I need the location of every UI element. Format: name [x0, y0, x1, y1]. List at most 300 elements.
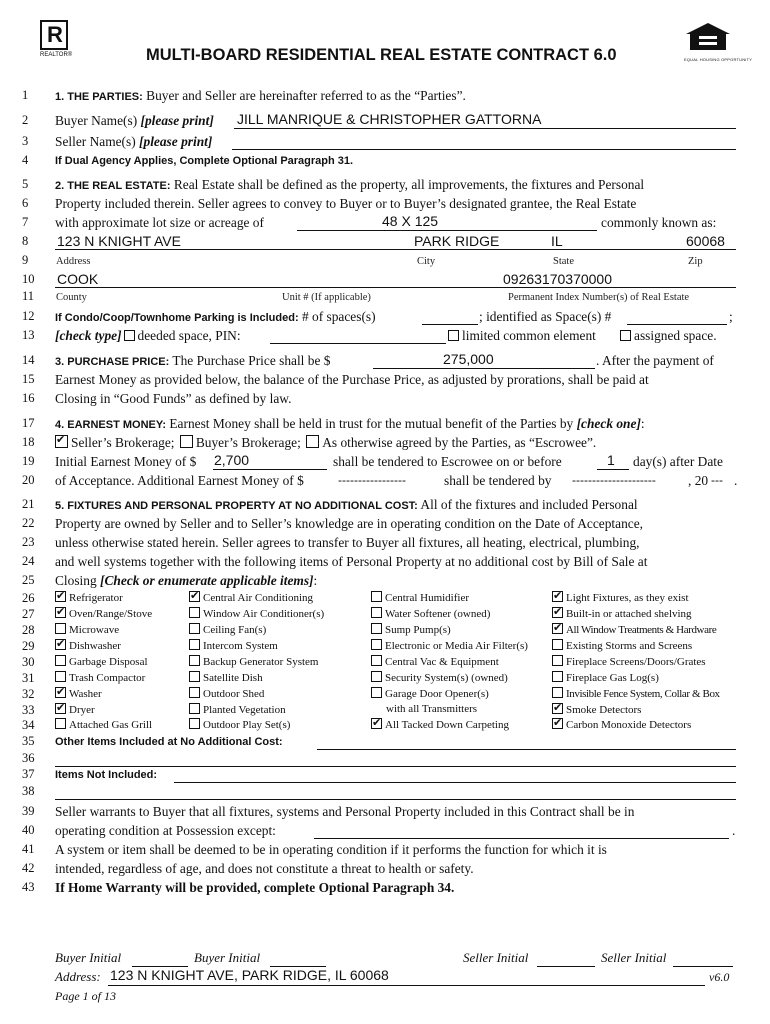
checklist-label: with all Transmitters — [386, 703, 478, 715]
seller-initial-2-label: Seller Initial — [601, 950, 667, 965]
check-enumerate-label: [Check or enumerate applicable items] — [100, 573, 314, 588]
line-number: 3 — [22, 134, 29, 148]
other-items-field[interactable] — [317, 735, 736, 750]
checklist-item — [552, 671, 659, 684]
purchase-price-field[interactable] — [373, 351, 595, 369]
line-number: 22 — [22, 516, 35, 530]
checklist-checkbox[interactable] — [552, 671, 563, 682]
checklist-checkbox[interactable] — [55, 687, 66, 698]
checklist-item — [55, 639, 121, 652]
section-5-heading: 5. FIXTURES AND PERSONAL PROPERTY AT NO ADDITIONAL COST: — [55, 500, 418, 512]
line-number: 16 — [22, 391, 35, 405]
checklist-label: Ceiling Fan(s) — [203, 624, 267, 636]
line-9 — [0, 252, 770, 270]
line-number: 38 — [22, 784, 35, 798]
checklist-label: Central Humidifier — [385, 592, 470, 604]
other-items-field-2[interactable] — [55, 752, 736, 767]
line-2 — [0, 112, 770, 130]
checklist-checkbox[interactable] — [189, 655, 200, 666]
checklist-label: Microwave — [69, 624, 120, 636]
checklist-item — [552, 655, 706, 668]
days-after-label: day(s) after Date — [633, 454, 723, 469]
section-2-text-1: Real Estate shall be defined as the property, all improvements, the fixtures and Personal — [170, 177, 645, 192]
county-field[interactable] — [55, 273, 736, 288]
line-number: 14 — [22, 353, 35, 367]
line-20 — [0, 472, 770, 490]
checklist-item — [371, 607, 490, 620]
line-number: 7 — [22, 215, 29, 229]
possession-except-field[interactable] — [314, 824, 729, 839]
purchase-price-label: The Purchase Price shall be $ — [169, 353, 331, 368]
checklist-checkbox[interactable] — [552, 607, 563, 618]
line-number: 10 — [22, 272, 35, 286]
checklist-label: Central Vac & Equipment — [385, 656, 499, 668]
checklist-label: Fireplace Screens/Doors/Grates — [566, 656, 706, 668]
line-number: 43 — [22, 880, 35, 894]
line-number: 36 — [22, 751, 35, 765]
section-4-text-1: Earnest Money shall be held in trust for the mutual benefit of the Parties by — [166, 416, 577, 431]
deeded-pin-field[interactable] — [270, 329, 446, 344]
year-prefix: , 20 — [688, 473, 709, 488]
line-37 — [0, 766, 770, 784]
line-number: 39 — [22, 804, 35, 818]
line-number: 24 — [22, 554, 35, 568]
buyer-name-label: Buyer Name(s) — [55, 113, 141, 128]
section-5-text-1: All of the fixtures and included Personal — [417, 497, 638, 512]
parking-space-number-field[interactable] — [627, 310, 727, 325]
line-number: 42 — [22, 861, 35, 875]
line-42 — [0, 860, 770, 878]
purchase-price-value: 275,000 — [443, 351, 494, 367]
line-5 — [0, 176, 770, 194]
checklist-label: Garage Door Opener(s) — [385, 688, 489, 700]
system-text-1: A system or item shall be deemed to be in operating condition if it performs the function for which it is — [55, 842, 607, 857]
checklist-checkbox[interactable] — [189, 623, 200, 634]
items-not-included-field[interactable] — [174, 768, 736, 783]
checklist-item — [55, 623, 119, 636]
section-1-text: Buyer and Seller are hereinafter referred to as the “Parties”. — [142, 88, 466, 103]
checklist-label: Outdoor Shed — [203, 688, 265, 700]
line-number: 2 — [22, 113, 29, 127]
line-18 — [0, 434, 770, 452]
county-caption: County — [56, 292, 87, 303]
checklist-checkbox[interactable] — [371, 607, 382, 618]
checklist-label: Existing Storms and Screens — [566, 640, 693, 652]
buyer-initial-1-field[interactable] — [132, 952, 188, 967]
buyer-name-value: JILL MANRIQUE & CHRISTOPHER GATTORNA — [237, 111, 542, 127]
lot-size-value: 48 X 125 — [382, 213, 439, 229]
system-text-2: intended, regardless of age, and does not constitute a threat to health or safety. — [55, 861, 474, 876]
line-number: 13 — [22, 328, 35, 342]
checklist-checkbox[interactable] — [189, 639, 200, 650]
equal-housing-text: EQUAL HOUSING OPPORTUNITY — [684, 57, 753, 62]
checklist-item — [189, 687, 264, 700]
line-3 — [0, 133, 770, 151]
checklist-label: Smoke Detectors — [566, 704, 642, 716]
assigned-space-label: assigned space. — [634, 328, 717, 343]
document-title: MULTI-BOARD RESIDENTIAL REAL ESTATE CONTRACT 6.0 — [146, 46, 617, 64]
footer-address-field[interactable] — [108, 967, 705, 986]
footer-address — [55, 969, 101, 985]
city-caption: City — [417, 256, 436, 267]
line-39 — [0, 803, 770, 821]
checklist-checkbox[interactable] — [552, 703, 563, 714]
days-field[interactable] — [597, 452, 629, 470]
checklist-label: Built-in or attached shelving — [566, 608, 692, 620]
line-22 — [0, 515, 770, 533]
items-not-included-field-2[interactable] — [55, 785, 736, 800]
line-7 — [0, 214, 770, 232]
footer-address-value: 123 N KNIGHT AVE, PARK RIDGE, IL 60068 — [110, 967, 389, 983]
section-3-text-2: Earnest Money as provided below, the balance of the Purchase Price, as adjusted by prorations, shall be paid at — [55, 372, 649, 387]
realtor-logo-letter: R — [47, 22, 63, 47]
checklist-item — [371, 687, 489, 700]
line-number: 11 — [22, 289, 35, 303]
deeded-space-checkbox[interactable] — [124, 330, 135, 341]
line-6 — [0, 195, 770, 213]
county-value: COOK — [57, 271, 99, 287]
checklist-item — [189, 671, 263, 684]
checklist-item — [371, 623, 451, 636]
checklist-checkbox[interactable] — [552, 623, 563, 634]
checklist-checkbox[interactable] — [371, 671, 382, 682]
zip-caption: Zip — [688, 256, 703, 267]
checklist-checkbox[interactable] — [552, 591, 563, 602]
checklist-checkbox[interactable] — [55, 623, 66, 634]
possession-except-label: operating condition at Possession except: — [55, 823, 276, 838]
possession-period: . — [732, 823, 736, 838]
deeded-space-label: deeded space, PIN: — [137, 328, 241, 343]
checklist-checkbox[interactable] — [189, 607, 200, 618]
line-number: 12 — [22, 309, 35, 323]
checklist-item — [552, 591, 689, 604]
line-number: 40 — [22, 823, 35, 837]
checklist-checkbox[interactable] — [371, 639, 382, 650]
items-not-included-label: Items Not Included: — [55, 769, 158, 781]
checklist-checkbox[interactable] — [55, 607, 66, 618]
checklist-label: Trash Compactor — [69, 672, 146, 684]
equal-housing-icon — [684, 22, 732, 52]
version-label: v6.0 — [709, 970, 730, 984]
section-3-heading: 3. PURCHASE PRICE: — [55, 356, 170, 368]
line-number: 8 — [22, 234, 29, 248]
section-5-text-3: unless otherwise stated herein. Seller agrees to transfer to Buyer all fixtures, all heating, electrical, plumbing, — [55, 535, 640, 550]
days-value: 1 — [607, 452, 615, 468]
buyer-initial-2-field[interactable] — [270, 952, 326, 967]
section-3-text-3: Closing in “Good Funds” as defined by law. — [55, 391, 292, 406]
check-type-label: [check type] — [55, 328, 122, 343]
lot-size-field[interactable] — [297, 213, 597, 231]
line-number: 32 — [22, 687, 35, 701]
seller-initial-2-field[interactable] — [673, 952, 733, 967]
checklist-item — [552, 703, 641, 716]
equal-housing-logo — [684, 22, 753, 62]
checklist-label: Invisible Fence System, Collar & Box — [566, 688, 720, 700]
buyer-initial-1 — [55, 950, 121, 966]
year-value[interactable]: --- — [711, 473, 723, 487]
checklist-item — [189, 718, 290, 731]
checklist-label: Refrigerator — [69, 592, 123, 604]
line-10 — [0, 271, 770, 289]
other-items-label: Other Items Included at No Additional Cost: — [55, 736, 283, 748]
line-number: 26 — [22, 591, 35, 605]
year-period: . — [734, 473, 738, 488]
assigned-space-checkbox[interactable] — [620, 330, 631, 341]
checklist-item — [371, 703, 477, 715]
limited-common-label: limited common element — [462, 328, 596, 343]
checklist-checkbox[interactable] — [371, 687, 382, 698]
page-number: Page 1 of 13 — [55, 989, 116, 1003]
line-number: 20 — [22, 473, 35, 487]
checklist-checkbox[interactable] — [552, 718, 563, 729]
parking-heading: If Condo/Coop/Townhome Parking is Included: — [55, 312, 299, 324]
line-number: 25 — [22, 573, 35, 587]
parking-spaces-field[interactable] — [422, 310, 478, 325]
line-number: 15 — [22, 372, 35, 386]
checklist-item — [189, 703, 286, 716]
seller-initial-1-field[interactable] — [537, 952, 595, 967]
sellers-brokerage-checkbox[interactable] — [55, 435, 68, 448]
line-8 — [0, 233, 770, 251]
initial-earnest-field[interactable] — [213, 452, 327, 470]
unit-caption: Unit # (If applicable) — [282, 292, 371, 303]
checklist-item — [552, 639, 692, 652]
checklist-item — [55, 655, 148, 668]
checklist-item — [189, 607, 324, 620]
checklist-checkbox[interactable] — [189, 671, 200, 682]
address-value: 123 N KNIGHT AVE — [57, 233, 181, 249]
line-40 — [0, 822, 770, 840]
line-number: 35 — [22, 734, 35, 748]
checklist-label: Backup Generator System — [203, 656, 319, 668]
checklist-checkbox[interactable] — [55, 703, 66, 714]
checklist-label: Central Air Conditioning — [203, 592, 313, 604]
otherwise-agreed-label: As otherwise agreed by the Parties, as “Escrowee”. — [322, 435, 597, 450]
checklist-checkbox[interactable] — [371, 718, 382, 729]
checklist-checkbox[interactable] — [189, 703, 200, 714]
purchase-price-after: . After the payment of — [596, 353, 714, 368]
line-number: 34 — [22, 718, 35, 732]
checklist-item — [552, 607, 692, 620]
parking-semicolon: ; — [729, 309, 733, 324]
initial-earnest-label: Initial Earnest Money of $ — [55, 454, 197, 469]
parking-spaces-label: # of spaces(s) — [298, 309, 376, 324]
checklist-checkbox[interactable] — [55, 591, 66, 602]
buyer-initial-2-label: Buyer Initial — [194, 950, 261, 965]
checklist-checkbox[interactable] — [371, 623, 382, 634]
section-5-text-4: and well systems together with the following items of Personal Property at no additional cost by Bill of Sale at — [55, 554, 648, 569]
line-15 — [0, 371, 770, 389]
section-5-text-2: Property are owned by Seller and to Seller’s knowledge are in operating condition on the Date of Acceptance, — [55, 516, 644, 531]
checklist-item — [371, 671, 508, 684]
checklist-item — [371, 639, 528, 652]
checklist-item — [189, 639, 278, 652]
realtor-logo — [40, 20, 73, 62]
checklist-label: All Tacked Down Carpeting — [385, 719, 509, 731]
checklist-label: Outdoor Play Set(s) — [203, 719, 291, 731]
line-number: 33 — [22, 703, 35, 717]
footer-address-label: Address: — [55, 969, 101, 984]
line-4 — [0, 152, 770, 170]
checklist-label: Satellite Dish — [203, 672, 263, 684]
line-23 — [0, 534, 770, 552]
checklist-label: Intercom System — [203, 640, 278, 652]
dual-agency-note: If Dual Agency Applies, Complete Optional Paragraph 31. — [55, 155, 354, 167]
seller-name-field[interactable] — [232, 135, 736, 150]
buyer-initial-1-label: Buyer Initial — [55, 950, 122, 965]
line-14 — [0, 352, 770, 370]
line-38 — [0, 783, 770, 801]
tender-date-value[interactable]: --------------------- — [572, 473, 656, 487]
state-value: IL — [551, 233, 563, 249]
line-number: 5 — [22, 177, 29, 191]
line-35 — [0, 733, 770, 751]
checklist-item — [552, 623, 716, 636]
zip-value: 60068 — [686, 233, 725, 249]
line-number: 29 — [22, 639, 35, 653]
buyer-name-field[interactable] — [234, 111, 736, 129]
line-number: 9 — [22, 253, 29, 267]
checklist-label: Dishwasher — [69, 640, 121, 652]
parking-identified-label: ; identified as Space(s) # — [479, 309, 612, 324]
line-13 — [0, 327, 770, 345]
line-24 — [0, 553, 770, 571]
buyers-brokerage-label: Buyer’s Brokerage; — [195, 435, 301, 450]
line-43 — [0, 879, 770, 897]
line-1 — [0, 87, 770, 105]
checklist-label: Window Air Conditioner(s) — [203, 608, 325, 620]
pin-caption: Permanent Index Number(s) of Real Estate — [508, 292, 690, 303]
checklist-checkbox[interactable] — [552, 639, 563, 650]
checklist-label: Light Fixtures, as they exist — [566, 592, 689, 604]
commonly-known-label: commonly known as: — [601, 215, 717, 230]
checklist-checkbox[interactable] — [371, 591, 382, 602]
checklist-label: Carbon Monoxide Detectors — [566, 719, 692, 731]
check-one-colon: : — [640, 416, 645, 431]
line-12 — [0, 308, 770, 326]
checklist-checkbox[interactable] — [55, 671, 66, 682]
checklist-label: Water Softener (owned) — [385, 608, 491, 620]
checklist-item — [371, 718, 509, 731]
seller-name-label: Seller Name(s) — [55, 134, 140, 149]
line-17 — [0, 415, 770, 433]
seller-please-print: [please print] — [139, 134, 213, 149]
buyers-brokerage-checkbox[interactable] — [180, 435, 193, 448]
warranty-text-1: Seller warrants to Buyer that all fixtures, systems and Personal Property included in this Contract shall be in — [55, 804, 635, 819]
line-number: 37 — [22, 767, 35, 781]
checklist-label: All Window Treatments & Hardware — [566, 624, 717, 636]
line-number: 6 — [22, 196, 29, 210]
check-one-label: [check one] — [576, 416, 641, 431]
checklist-item — [55, 687, 102, 700]
closing-colon: : — [313, 573, 318, 588]
line-11 — [0, 288, 770, 306]
realtor-logo-text: REALTOR® — [40, 52, 73, 58]
line-16 — [0, 390, 770, 408]
line-21 — [0, 496, 770, 514]
checklist-item — [55, 671, 145, 684]
line-number: 31 — [22, 671, 35, 685]
checklist-item — [552, 718, 691, 731]
state-caption: State — [553, 256, 574, 267]
line-number: 41 — [22, 842, 35, 856]
line-number: 28 — [22, 623, 35, 637]
line-number: 1 — [22, 88, 29, 102]
section-4-heading: 4. EARNEST MONEY: — [55, 419, 167, 431]
line-number: 4 — [22, 153, 29, 167]
otherwise-agreed-checkbox[interactable] — [306, 435, 319, 448]
checklist-label: Dryer — [69, 704, 95, 716]
line-number: 19 — [22, 454, 35, 468]
home-warranty-note: If Home Warranty will be provided, complete Optional Paragraph 34. — [55, 880, 455, 895]
additional-earnest-label: of Acceptance. Additional Earnest Money of $ — [55, 473, 304, 488]
line-number: 17 — [22, 416, 35, 430]
checklist-checkbox[interactable] — [371, 655, 382, 666]
line-number: 30 — [22, 655, 35, 669]
section-1-heading: 1. THE PARTIES: — [55, 91, 143, 103]
line-41 — [0, 841, 770, 859]
checklist-label: Washer — [69, 688, 102, 700]
checklist-label: Security System(s) (owned) — [385, 672, 508, 684]
checklist-label: Fireplace Gas Log(s) — [566, 672, 659, 684]
checklist-item — [552, 687, 720, 700]
sellers-brokerage-label: Seller’s Brokerage; — [71, 435, 175, 450]
seller-initial-1-label: Seller Initial — [463, 950, 529, 965]
pin-value: 09263170370000 — [503, 271, 613, 287]
checklist-item — [371, 591, 469, 604]
initial-earnest-value: 2,700 — [214, 452, 250, 468]
checklist-checkbox[interactable] — [189, 591, 200, 602]
checklist-checkbox[interactable] — [552, 655, 563, 666]
section-2-heading: 2. THE REAL ESTATE: — [55, 180, 171, 192]
tender-text: shall be tendered to Escrowee on or before — [333, 454, 562, 469]
checklist-item — [55, 718, 152, 731]
checklist-checkbox[interactable] — [55, 655, 66, 666]
checklist-item — [55, 607, 152, 620]
checklist-item — [189, 623, 266, 636]
checklist-item — [55, 591, 123, 604]
checklist-checkbox[interactable] — [189, 687, 200, 698]
checklist-label: Sump Pump(s) — [385, 624, 451, 636]
line-number: 18 — [22, 435, 35, 449]
additional-earnest-value[interactable]: ----------------- — [338, 473, 406, 487]
checklist-item — [55, 703, 95, 716]
line-25 — [0, 572, 770, 590]
checklist-label: Oven/Range/Stove — [69, 608, 153, 620]
checklist-label: Garbage Disposal — [69, 656, 148, 668]
checklist-label: Planted Vegetation — [203, 704, 286, 716]
checklist-checkbox[interactable] — [55, 639, 66, 650]
checklist-checkbox[interactable] — [55, 718, 66, 729]
checklist-label: Attached Gas Grill — [69, 719, 153, 731]
limited-common-checkbox[interactable] — [448, 330, 459, 341]
line-19 — [0, 453, 770, 471]
section-2-text-2: Property included therein. Seller agrees to convey to Buyer or to Buyer’s designated grantee, the Real Estate — [55, 196, 637, 211]
buyer-please-print: [please print] — [140, 113, 214, 128]
lot-size-label: with approximate lot size or acreage of — [55, 215, 264, 230]
checklist-item — [189, 591, 313, 604]
line-number: 21 — [22, 497, 35, 511]
checklist-item — [371, 655, 499, 668]
line-number: 27 — [22, 607, 35, 621]
tender-by-label: shall be tendered by — [444, 473, 552, 488]
address-caption: Address — [56, 256, 91, 267]
checklist-item — [189, 655, 318, 668]
closing-label: Closing — [55, 573, 101, 588]
line-number: 23 — [22, 535, 35, 549]
checklist-checkbox[interactable] — [552, 687, 563, 698]
checklist-checkbox[interactable] — [189, 718, 200, 729]
